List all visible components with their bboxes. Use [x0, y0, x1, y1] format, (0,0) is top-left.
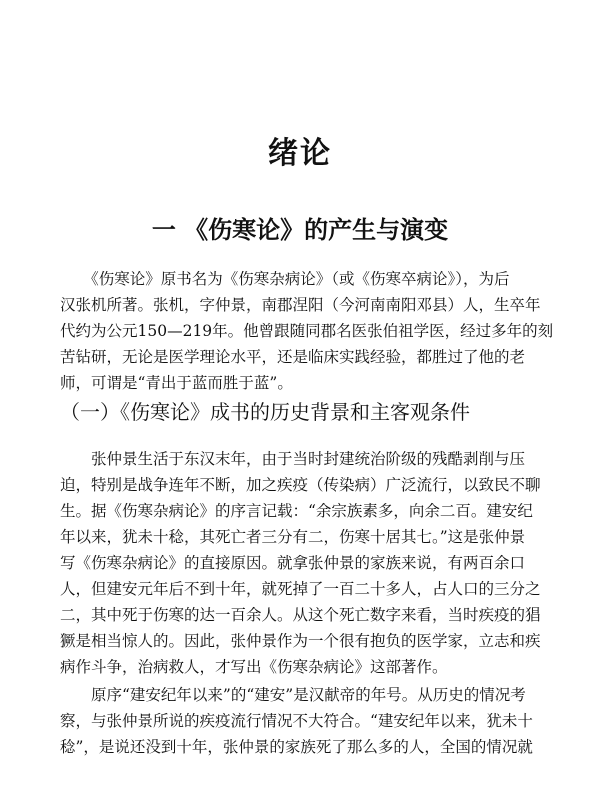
subsection-title: （一）《伤寒论》成书的历史背景和主客观条件: [60, 400, 470, 424]
text-line: 察，与张仲景所说的疾疫流行情况不大符合。“建安纪年以来，犹未十: [60, 712, 533, 730]
final-paragraph: [60, 682, 540, 760]
text-line: 张仲景生活于东汉末年，由于当时封建统治阶级的残酷剥削与压: [60, 450, 526, 468]
text-line: 二，其中死于伤寒的达一百余人。从这个死亡数字来看，当时疾疫的猖: [60, 606, 541, 624]
text-line: 写《伤寒杂病论》的直接原因。就拿张仲景的家族来说，有两百余口: [60, 554, 526, 572]
text-line: 獗是相当惊人的。因此，张仲景作为一个很有抱负的医学家，立志和疾: [60, 632, 541, 650]
text-line: 稔”，是说还没到十年，张仲景的家族死了那么多的人，全国的情况就: [60, 738, 533, 756]
text-line: 年以来，犹未十稔，其死亡者三分有二，伤寒十居其七。”这是张仲景: [60, 528, 526, 546]
text-line: 迫，特别是战争连年不断，加之疾疫（传染病）广泛流行，以致民不聊: [60, 476, 541, 494]
intro-paragraph: [60, 266, 554, 396]
text-line: 人，但建安元年后不到十年，就死掉了一百二十多人，占人口的三分之: [60, 580, 541, 598]
chapter-title: 绪论: [268, 136, 332, 171]
text-line: 《伤寒论》原书名为《伤寒杂病论》（或《伤寒卒病论》），为后: [60, 270, 510, 288]
text-line: 汉张机所著。张机，字仲景，南郡涅阳（今河南南阳邓县）人，生卒年: [60, 296, 541, 314]
body-paragraph: [60, 446, 540, 680]
text-line: 师，可谓是“青出于蓝而胜于蓝”。: [60, 374, 293, 392]
text-line: 代约为公元150—219年。他曾跟随同郡名医张伯祖学医，经过多年的刻: [60, 322, 554, 340]
text-line: 生。据《伤寒杂病论》的序言记载：“余宗族素多，向余二百。建安纪: [60, 502, 533, 520]
section-title: 一 《伤寒论》的产生与演变: [151, 216, 449, 244]
text-line: 苦钻研，无论是医学理论水平，还是临床实践经验，都胜过了他的老: [60, 348, 526, 366]
text-line: 原序“建安纪年以来”的“建安”是汉献帝的年号。从历史的情况考: [60, 686, 526, 704]
text-line: 病作斗争，治病救人，才写出《伤寒杂病论》这部著作。: [60, 658, 448, 676]
